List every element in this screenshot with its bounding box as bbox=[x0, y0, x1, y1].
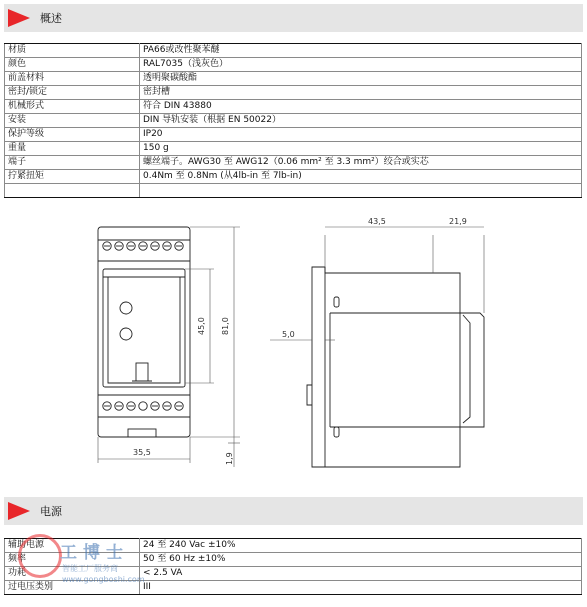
overview-spec-value: PA66或改性聚苯醚 bbox=[140, 44, 582, 58]
watermark-tagline: 智能工厂服务商 bbox=[62, 564, 118, 573]
dim-front-label: 21,9 bbox=[449, 217, 467, 226]
power-header bbox=[4, 497, 583, 525]
power-spec-value: < 2.5 VA bbox=[140, 567, 582, 581]
power-spec-value: 50 至 60 Hz ±10% bbox=[140, 553, 582, 567]
overview-spec-value: IP20 bbox=[140, 128, 582, 142]
power-spec-value: III bbox=[140, 581, 582, 595]
overview-spec-row bbox=[5, 44, 582, 58]
overview-spec-key: 安装 bbox=[5, 114, 140, 128]
overview-spec-key bbox=[5, 184, 140, 198]
power-spec-key: 过电压类别 bbox=[5, 581, 140, 595]
overview-spec-value bbox=[140, 184, 582, 198]
overview-spec-value: 密封槽 bbox=[140, 86, 582, 100]
overview-spec-key: 前盖材料 bbox=[5, 72, 140, 86]
overview-spec-row bbox=[5, 170, 582, 184]
dim-bottom-label: 1,9 bbox=[225, 452, 234, 465]
overview-title: 概述 bbox=[40, 12, 62, 25]
watermark bbox=[18, 530, 145, 607]
power-spec-value: 24 至 240 Vac ±10% bbox=[140, 539, 582, 553]
overview-spec-value: 螺丝端子。AWG30 至 AWG12（0.06 mm² 至 3.3 mm²）绞合或实芯 bbox=[140, 156, 582, 170]
dimension-drawing bbox=[0, 205, 587, 475]
overview-spec-key: 材质 bbox=[5, 44, 140, 58]
power-spec-key: 功耗 bbox=[5, 567, 140, 581]
overview-spec-value: DIN 导轨安装（根据 EN 50022） bbox=[140, 114, 582, 128]
watermark-name: 工博士 bbox=[60, 543, 129, 563]
overview-spec-row bbox=[5, 58, 582, 72]
top-terminal-row bbox=[103, 242, 183, 250]
overview-spec-value: RAL7035（浅灰色） bbox=[140, 58, 582, 72]
overview-spec-key: 端子 bbox=[5, 156, 140, 170]
overview-spec-row bbox=[5, 100, 582, 114]
overview-spec-key: 机械形式 bbox=[5, 100, 140, 114]
overview-spec-value: 0.4Nm 至 0.8Nm (从4lb-in 至 7lb-in) bbox=[140, 170, 582, 184]
watermark-url: www.gongboshi.com bbox=[62, 575, 145, 584]
overview-spec-row bbox=[5, 156, 582, 170]
overview-spec-row bbox=[5, 184, 582, 198]
overview-spec-row bbox=[5, 114, 582, 128]
dim-window-height-label: 45,0 bbox=[197, 317, 206, 335]
red-triangle-icon bbox=[8, 9, 30, 27]
dim-height-total-label: 81,0 bbox=[221, 317, 230, 335]
adjust-knob-2 bbox=[120, 328, 132, 340]
power-spec-key: 频率 bbox=[5, 553, 140, 567]
dim-side-label: 5,0 bbox=[282, 330, 295, 339]
front-view-outline bbox=[98, 227, 190, 437]
overview-spec-table bbox=[4, 43, 582, 198]
power-spec-key: 辅助电源 bbox=[5, 539, 140, 553]
overview-header bbox=[4, 4, 583, 32]
overview-spec-value: 符合 DIN 43880 bbox=[140, 100, 582, 114]
overview-spec-value: 150 g bbox=[140, 142, 582, 156]
overview-spec-key: 保护等级 bbox=[5, 128, 140, 142]
overview-spec-value: 透明聚碳酸酯 bbox=[140, 72, 582, 86]
overview-spec-row bbox=[5, 86, 582, 100]
overview-spec-key: 重量 bbox=[5, 142, 140, 156]
overview-spec-key: 拧紧扭矩 bbox=[5, 170, 140, 184]
adjust-knob-1 bbox=[120, 302, 132, 314]
side-view-outline bbox=[307, 267, 484, 467]
front-window bbox=[103, 269, 185, 387]
overview-spec-row bbox=[5, 72, 582, 86]
dim-depth-label: 43,5 bbox=[368, 217, 386, 226]
red-triangle-icon bbox=[8, 502, 30, 520]
bottom-terminal-row bbox=[103, 402, 183, 410]
overview-spec-row bbox=[5, 142, 582, 156]
overview-spec-key: 颜色 bbox=[5, 58, 140, 72]
overview-spec-key: 密封/锁定 bbox=[5, 86, 140, 100]
dim-width-label: 35,5 bbox=[133, 448, 151, 457]
power-title: 电源 bbox=[40, 505, 62, 518]
gongboshi-logo-icon bbox=[18, 534, 62, 578]
overview-spec-row bbox=[5, 128, 582, 142]
